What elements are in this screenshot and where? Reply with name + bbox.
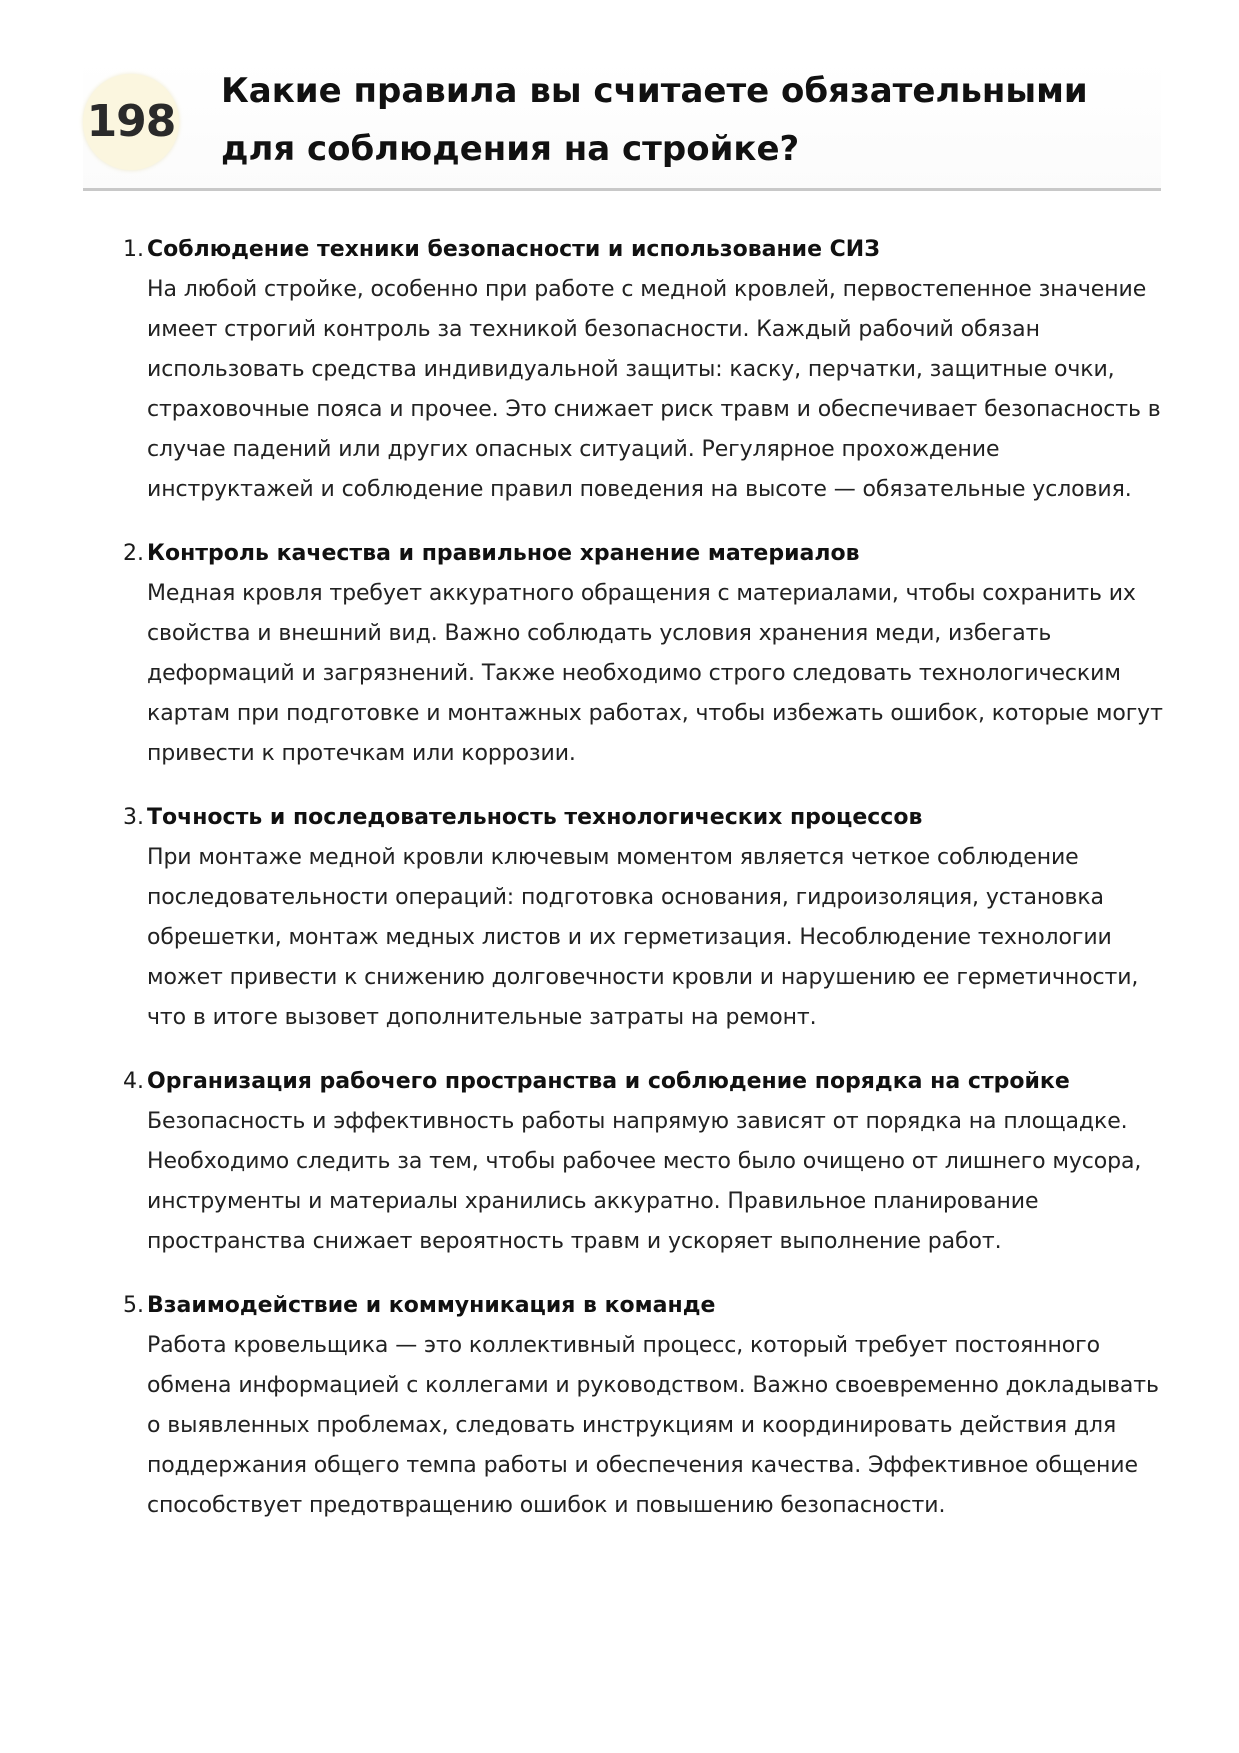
rule-title: Взаимодействие и коммуникация в команде [147, 1293, 716, 1318]
rule-title: Точность и последовательность технологических процессов [147, 805, 923, 830]
rule-number: 2. [123, 541, 144, 566]
rule-title: Соблюдение техники безопасности и использование СИЗ [147, 237, 880, 262]
rule-item-2 [110, 534, 1170, 774]
rule-number: 1. [123, 237, 144, 262]
rule-text: На любой стройке, особенно при работе с медной кровлей, первостепенное значение имеет строгий контроль за техникой безопасности. Каждый рабочий обязан использовать средства индивидуальной защиты: каску, перчатки, защитные очки, страховочные пояса и прочее. Это снижает риск травм и обеспечивает безопасность в случае падений или других опасных ситуаций. Регулярное прохождение инструктажей и соблюдение правил поведения на высоте — обязательные условия. [147, 277, 1161, 502]
question-title: Какие правила вы считаете обязательными для соблюдения на стройке? [221, 71, 1088, 169]
rule-item-3 [110, 798, 1170, 1038]
rule-item-5 [110, 1286, 1170, 1526]
rule-title: Контроль качества и правильное хранение материалов [147, 541, 860, 566]
question-number-badge [83, 74, 179, 170]
rule-item-4 [110, 1062, 1170, 1262]
question-number: 198 [86, 96, 176, 147]
rule-number: 3. [123, 805, 144, 830]
rule-text: При монтаже медной кровли ключевым моментом является четкое соблюдение последовательности операций: подготовка основания, гидроизоляция, установка обрешетки, монтаж медных листов и их герметизация. Несоблюдение технологии может привести к снижению долговечности кровли и нарушению ее герметичности, что в итоге вызовет дополнительные затраты на ремонт. [147, 845, 1139, 1030]
question-header [83, 60, 1161, 191]
rule-text: Медная кровля требует аккуратного обращения с материалами, чтобы сохранить их свойства и внешний вид. Важно соблюдать условия хранения меди, избегать деформаций и загрязнений. Также необходимо строго следовать технологическим картам при подготовке и монтажных работах, чтобы избежать ошибок, которые могут привести к протечкам или коррозии. [147, 581, 1163, 766]
answer-content [110, 230, 1170, 1550]
rules-list [110, 230, 1170, 1526]
rule-text: Безопасность и эффективность работы напрямую зависят от порядка на площадке. Необходимо следить за тем, чтобы рабочее место было очищено от лишнего мусора, инструменты и материалы хранились аккуратно. Правильное планирование пространства снижает вероятность травм и ускоряет выполнение работ. [147, 1109, 1142, 1254]
rule-text: Работа кровельщика — это коллективный процесс, который требует постоянного обмена информацией с коллегами и руководством. Важно своевременно докладывать о выявленных проблемах, следовать инструкциям и координировать действия для поддержания общего темпа работы и обеспечения качества. Эффективное общение способствует предотвращению ошибок и повышению безопасности. [147, 1333, 1159, 1518]
rule-number: 4. [123, 1069, 144, 1094]
rule-item-1 [110, 230, 1170, 510]
rule-title: Организация рабочего пространства и соблюдение порядка на стройке [147, 1069, 1070, 1094]
rule-number: 5. [123, 1293, 144, 1318]
